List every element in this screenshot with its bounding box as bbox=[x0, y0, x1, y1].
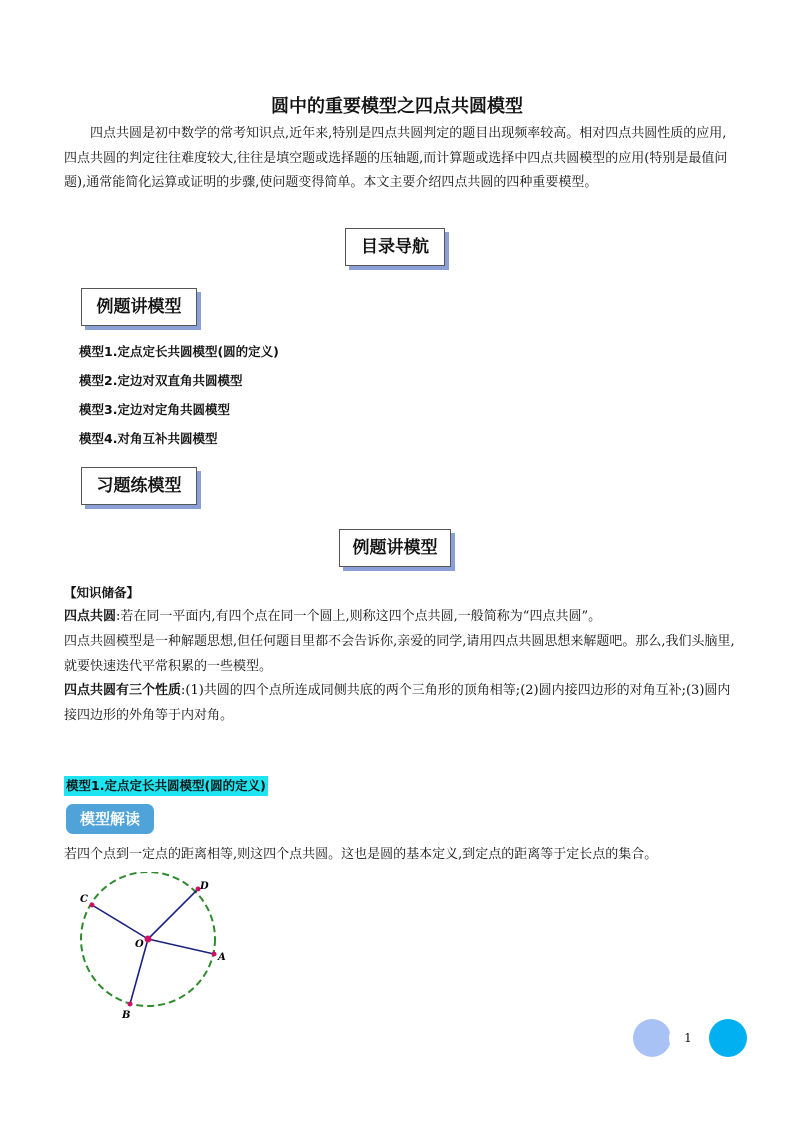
toc-item-3[interactable]: 模型3.定边对定角共圆模型 bbox=[79, 402, 230, 417]
nav-title-box: 目录导航 bbox=[345, 228, 445, 266]
page-title: 圆中的重要模型之四点共圆模型 bbox=[271, 96, 523, 117]
label-d: D bbox=[200, 881, 209, 892]
properties-text: :(1)共圆的四个点所连成同侧共底的两个三角形的顶角相等;(2)圆内接四边形的对角互补;(3)圆内接四边形的外角等于内对角。 bbox=[64, 683, 731, 723]
model1-text: 若四个点到一定点的距离相等,则这四个点共圆。这也是圆的基本定义,到定点的距离等于定长点的集合。 bbox=[64, 847, 658, 862]
page-circle-right bbox=[709, 1019, 747, 1057]
model1-heading: 模型1.定点定长共圆模型(圆的定义) bbox=[64, 776, 268, 796]
toc-item-4[interactable]: 模型4.对角互补共圆模型 bbox=[79, 431, 218, 446]
knowledge-header: 【知识储备】 bbox=[64, 585, 140, 600]
model-idea-paragraph: 四点共圆模型是一种解题思想,但任何题目里都不会告诉你,亲爱的同学,请用四点共圆思想来解题吧。那么,我们头脑里,就要快速迭代平常积累的一些模型。 bbox=[64, 634, 735, 674]
page-number: 1 bbox=[669, 1019, 707, 1057]
definition-label: 四点共圆 bbox=[64, 609, 117, 624]
point-b bbox=[128, 1002, 133, 1007]
label-c: C bbox=[80, 894, 88, 905]
label-b: B bbox=[122, 1010, 131, 1021]
circle-figure bbox=[60, 872, 260, 1022]
toc-item-2[interactable]: 模型2.定边对双直角共圆模型 bbox=[79, 373, 243, 388]
point-a bbox=[212, 952, 217, 957]
segment-oc bbox=[92, 905, 148, 939]
label-a: A bbox=[218, 952, 226, 963]
label-o: O bbox=[135, 939, 144, 950]
page-circle-left bbox=[633, 1019, 671, 1057]
section-exercises-box: 习题练模型 bbox=[81, 467, 197, 505]
definition-paragraph bbox=[64, 605, 740, 630]
section-examples-box: 例题讲模型 bbox=[81, 288, 197, 326]
point-o bbox=[145, 936, 152, 943]
properties-paragraph bbox=[64, 679, 740, 728]
definition-text: :若在同一平面内,有四个点在同一个圆上,则称这四个点共圆,一般简称为“四点共圆”。 bbox=[116, 609, 602, 624]
properties-label: 四点共圆有三个性质 bbox=[64, 683, 182, 698]
segment-od bbox=[148, 889, 198, 939]
point-c bbox=[90, 903, 95, 908]
segment-oa bbox=[148, 939, 214, 954]
toc-item-1[interactable]: 模型1.定点定长共圆模型(圆的定义) bbox=[79, 344, 279, 359]
section-examples-box-2: 例题讲模型 bbox=[339, 529, 451, 567]
intro-paragraph: 四点共圆是初中数学的常考知识点,近年来,特别是四点共圆判定的题目出现频率较高。相对四点共圆性质的应用,四点共圆的判定往往难度较大,往往是填空题或选择题的压轴题,而计算题或选择中四点共圆模型的应用(特别是最值问题),通常能简化运算或证明的步骤,使问题变得简单。本文主要介绍四点共圆的四种重要模型。 bbox=[64, 126, 728, 190]
model-reading-badge: 模型解读 bbox=[66, 804, 154, 834]
